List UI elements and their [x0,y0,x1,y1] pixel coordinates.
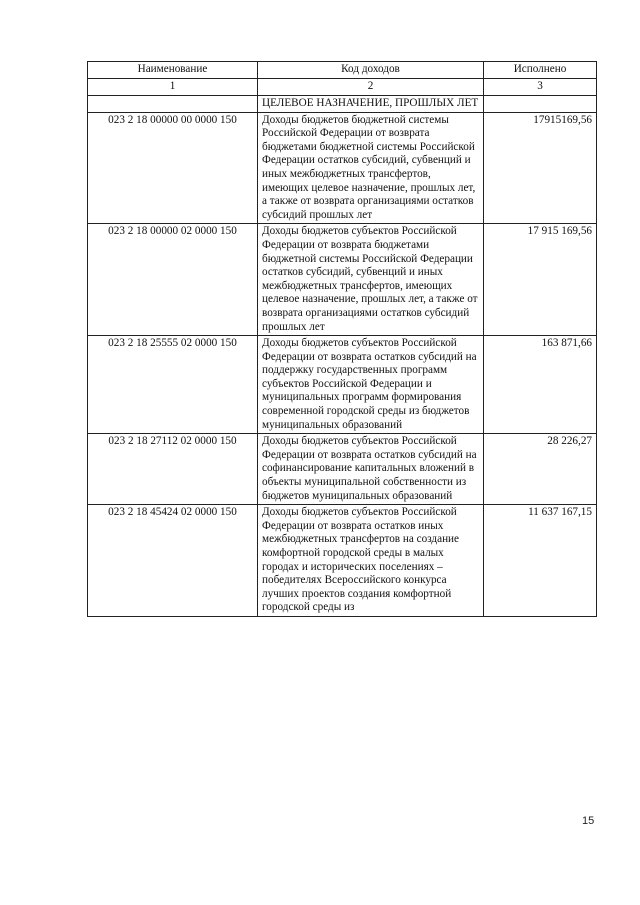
header-name: Наименование [88,62,258,79]
row-amount: 28 226,27 [484,434,597,505]
column-number-2: 2 [258,79,484,96]
header-code: Код доходов [258,62,484,79]
column-number-3: 3 [484,79,597,96]
table-row [88,336,597,434]
revenue-table [87,61,597,617]
row-code: 023 2 18 00000 02 0000 150 [88,224,258,336]
row-amount: 163 871,66 [484,336,597,434]
table-row [88,112,597,224]
row-amount [484,96,597,113]
row-description: ЦЕЛЕВОЕ НАЗНАЧЕНИЕ, ПРОШЛЫХ ЛЕТ [258,96,484,113]
table-row [88,224,597,336]
row-amount: 11 637 167,15 [484,505,597,617]
row-code: 023 2 18 25555 02 0000 150 [88,336,258,434]
row-description: Доходы бюджетов субъектов Российской Федерации от возврата остатков иных межбюджетных трансфертов на создание комфортной городской среды в малых городах и исторических поселениях – победителях Всероссийского конкурса лучших проектов создания комфортной городской среды из [258,505,484,617]
table-row [88,505,597,617]
header-row [88,62,597,79]
row-description: Доходы бюджетов бюджетной системы Российской Федерации от возврата бюджетами бюджетной системы Российской Федерации остатков субсидий, субвенций и иных межбюджетных трансфертов, имеющих целевое назначение, прошлых лет, а также от возврата организациями остатков субсидий прошлых лет [258,112,484,224]
header-executed: Исполнено [484,62,597,79]
table-row [88,434,597,505]
row-code: 023 2 18 45424 02 0000 150 [88,505,258,617]
row-description: Доходы бюджетов субъектов Российской Федерации от возврата бюджетами бюджетной системы Российской Федерации остатков субсидий, субвенций и иных межбюджетных трансфертов, имеющих целевое назначение, прошлых лет, а также от возврата организациями остатков субсидий прошлых лет [258,224,484,336]
row-code [88,96,258,113]
row-description: Доходы бюджетов субъектов Российской Федерации от возврата остатков субсидий на софинансирование капитальных вложений в объекты муниципальной собственности из бюджетов муниципальных образований [258,434,484,505]
row-amount: 17915169,56 [484,112,597,224]
row-code: 023 2 18 00000 00 0000 150 [88,112,258,224]
column-number-1: 1 [88,79,258,96]
table-row [88,96,597,113]
row-description: Доходы бюджетов субъектов Российской Федерации от возврата остатков субсидий на поддержку государственных программ субъектов Российской Федерации и муниципальных программ формирования современной городской среды из бюджетов муниципальных образований [258,336,484,434]
row-code: 023 2 18 27112 02 0000 150 [88,434,258,505]
row-amount: 17 915 169,56 [484,224,597,336]
page-number: 15 [582,815,595,827]
column-number-row [88,79,597,96]
